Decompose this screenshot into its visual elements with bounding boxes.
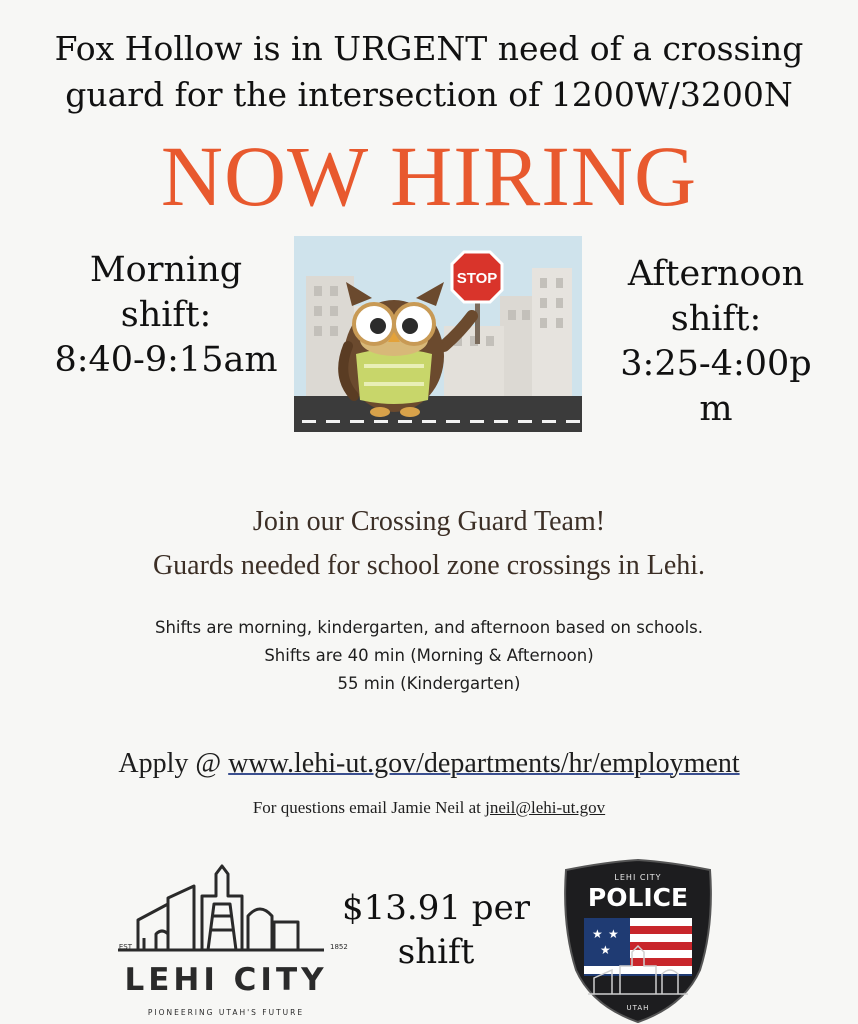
badge-top-text: LEHI CITY xyxy=(614,873,662,882)
stop-sign-text: STOP xyxy=(456,270,498,287)
svg-text:★: ★ xyxy=(600,943,611,957)
logo-est: EST xyxy=(118,943,132,951)
morning-shift xyxy=(40,248,292,383)
contact-prefix: For questions email Jamie Neil at xyxy=(252,798,486,817)
join-subheading: Guards needed for school zone crossings in Lehi. xyxy=(152,550,706,581)
afternoon-shift xyxy=(600,252,832,432)
badge-title: POLICE xyxy=(587,883,689,912)
svg-text:★: ★ xyxy=(592,927,603,941)
contact-email-link[interactable]: jneil@lehi-ut.gov xyxy=(485,798,606,817)
apply-url-link[interactable]: www.lehi-ut.gov/departments/hr/employment xyxy=(228,748,740,779)
shift-details-line-3: 55 min (Kindergarten) xyxy=(337,674,521,693)
shift-details-line-1: Shifts are morning, kindergarten, and afternoon based on schools. xyxy=(154,618,704,637)
logo-name: LEHI CITY xyxy=(124,962,328,998)
lehi-police-badge xyxy=(560,856,716,1024)
headline xyxy=(10,26,848,118)
pay-rate-unit: shift xyxy=(397,932,475,972)
afternoon-shift-label: Afternoon xyxy=(627,254,805,294)
pay-rate-amount: $13.91 per xyxy=(342,888,530,928)
morning-shift-word: shift: xyxy=(120,295,212,335)
logo-year: 1852 xyxy=(330,943,348,951)
morning-shift-label: Morning xyxy=(89,250,243,290)
apply-prefix: Apply @ xyxy=(118,748,229,779)
join-team-section xyxy=(0,500,858,588)
afternoon-shift-word: shift: xyxy=(670,299,762,339)
badge-bottom-text: UTAH xyxy=(626,1004,650,1012)
contact-line xyxy=(0,795,858,821)
crossing-guard-owl-illustration xyxy=(294,236,582,432)
morning-shift-time: 8:40-9:15am xyxy=(54,340,278,380)
svg-text:★: ★ xyxy=(608,927,619,941)
headline-line-1: Fox Hollow is in URGENT need of a crossing xyxy=(54,29,804,68)
afternoon-shift-time: 3:25-4:00p xyxy=(620,344,812,384)
lehi-city-logo xyxy=(98,860,356,1020)
shift-details xyxy=(0,614,858,698)
join-heading: Join our Crossing Guard Team! xyxy=(252,506,606,537)
pay-rate xyxy=(336,886,536,974)
afternoon-shift-time-wrap: m xyxy=(699,389,733,429)
headline-line-2: guard for the intersection of 1200W/3200N xyxy=(65,75,793,114)
shift-details-line-2: Shifts are 40 min (Morning & Afternoon) xyxy=(264,646,594,665)
logo-tagline: PIONEERING UTAH'S FUTURE xyxy=(147,1008,305,1017)
apply-line xyxy=(0,744,858,784)
now-hiring-banner: NOW HIRING xyxy=(160,128,698,224)
